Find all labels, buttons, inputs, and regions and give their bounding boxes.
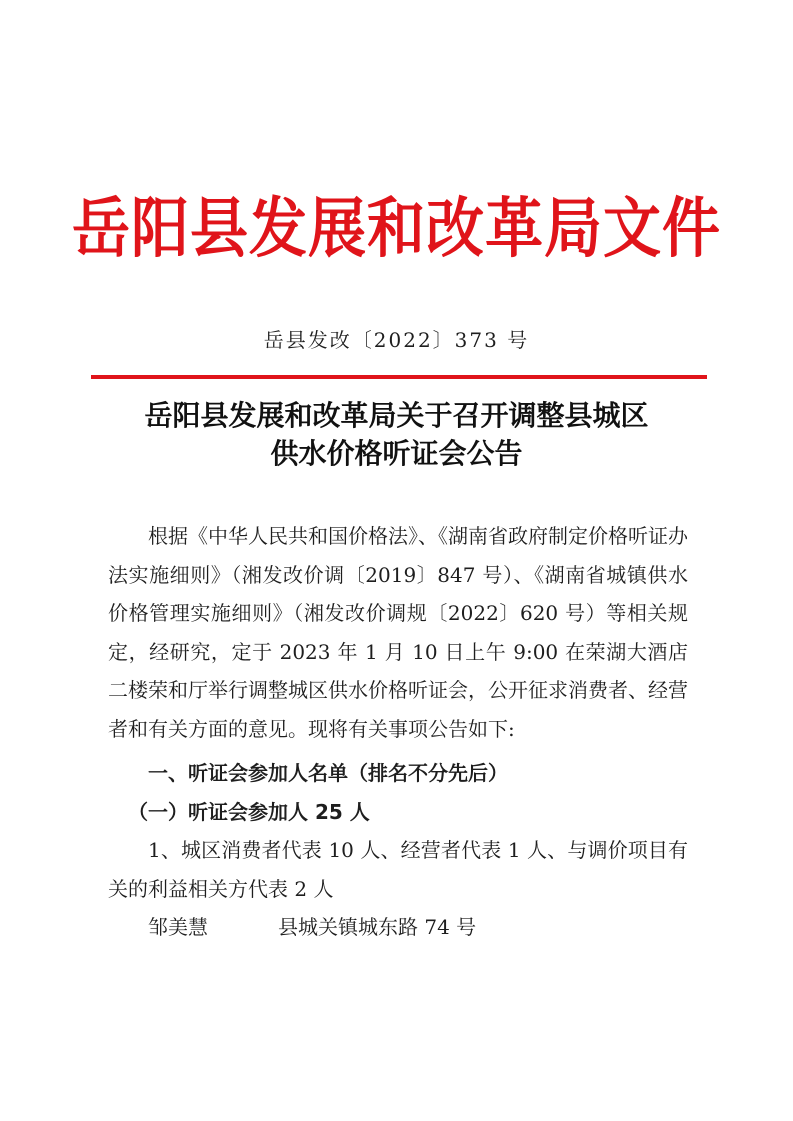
document-masthead: 岳阳县发展和改革局文件 — [71, 189, 721, 267]
document-number: 岳县发改〔2022〕373 号 — [263, 328, 530, 352]
section-1-heading: 一、听证会参加人名单（排名不分先后） — [148, 761, 508, 785]
participant-row — [108, 908, 688, 947]
item-1-paragraph: 1、城区消费者代表 10 人、经营者代表 1 人、与调价项目有关的利益相关方代表 2 人 — [108, 838, 688, 901]
title-line-2: 供水价格听证会公告 — [270, 437, 523, 470]
document-title — [0, 397, 793, 473]
document-body — [108, 517, 688, 947]
red-separator-line — [91, 375, 707, 379]
intro-paragraph: 根据《中华人民共和国价格法》、《湖南省政府制定价格听证办法实施细则》（湘发改价调〔2019〕847 号）、《湖南省城镇供水价格管理实施细则》（湘发改价调规〔2022〕620 号）等相关规定，经研究，定于 2023 年 1 月 10 日上午 9:00 在荣湖大酒店二楼荣和厅举行调整城区供水价格听证会，公开征求消费者、经营者和有关方面的意见。现将有关事项公告如下: — [108, 524, 688, 741]
subsection-1-heading: （一）听证会参加人 25 人 — [128, 799, 370, 824]
participant-name: 邹美慧 — [148, 915, 208, 939]
title-line-1: 岳阳县发展和改革局关于召开调整县城区 — [144, 399, 649, 432]
participant-address: 县城关镇城东路 74 号 — [278, 915, 477, 939]
